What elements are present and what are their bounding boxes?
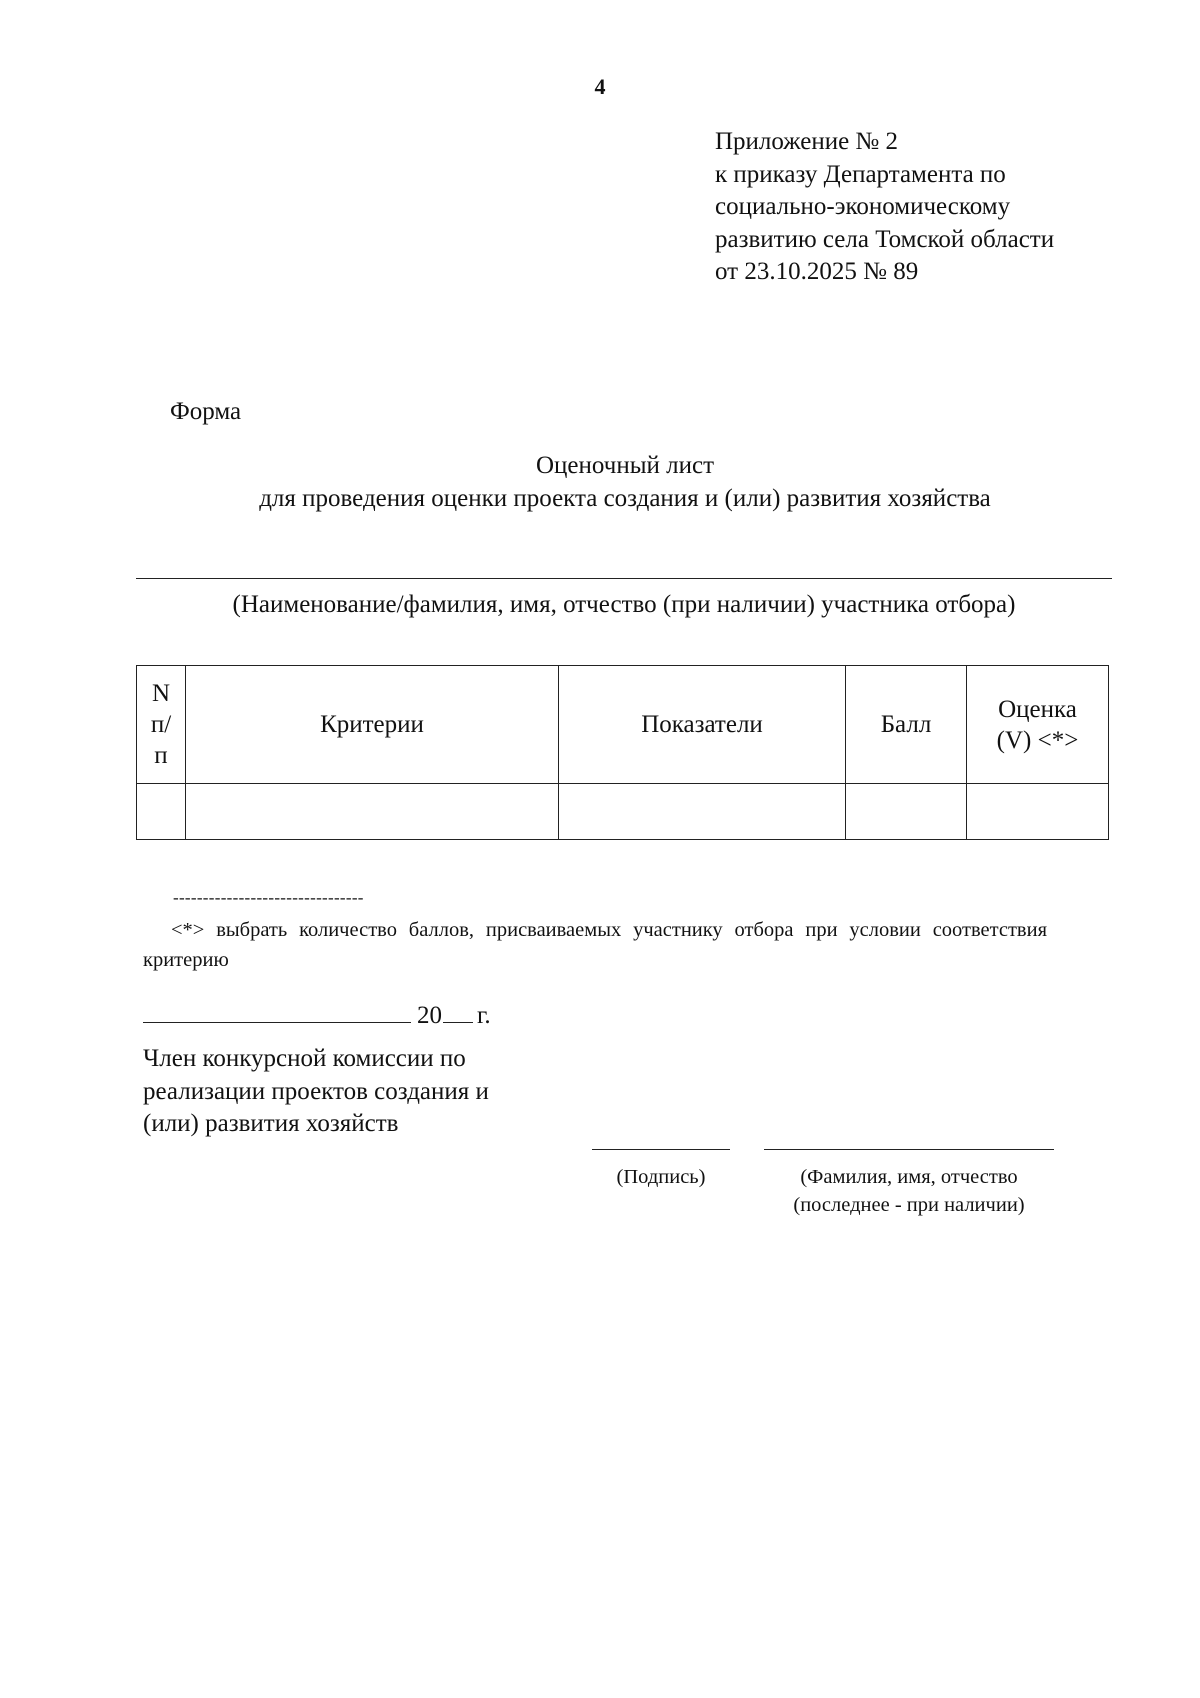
full-name-caption-line: (последнее - при наличии): [793, 1194, 1025, 1216]
evaluation-table: [136, 665, 1109, 840]
document-subtitle: для проведения оценки проекта создания и (или) развития хозяйства: [259, 485, 991, 512]
form-label: Форма: [170, 398, 242, 425]
header-score: Балл: [846, 666, 967, 784]
header-indicators: Показатели: [559, 666, 846, 784]
header-assessment-line: Оценка: [998, 695, 1077, 723]
participant-name-field[interactable]: [136, 578, 1112, 579]
appendix-line: от 23.10.2025 № 89: [715, 258, 919, 285]
member-line: (или) развития хозяйств: [143, 1110, 399, 1137]
table-header-row: [137, 666, 1109, 784]
year-suffix: г.: [477, 1002, 491, 1029]
year-field[interactable]: [443, 1000, 473, 1023]
appendix-line: Приложение № 2: [715, 128, 899, 155]
cell-criteria[interactable]: [186, 784, 559, 840]
header-number-line: п: [154, 742, 168, 769]
appendix-header: [715, 126, 1054, 289]
cell-number[interactable]: [137, 784, 186, 840]
cell-assessment[interactable]: [967, 784, 1109, 840]
header-criteria: Критерии: [186, 666, 559, 784]
header-number-line: N: [151, 680, 171, 707]
signature-caption: (Подпись): [616, 1166, 706, 1188]
date-line: [143, 1000, 491, 1030]
header-number: [137, 666, 186, 784]
header-assessment-line: (V) <*>: [996, 726, 1079, 754]
appendix-line: социально-экономическому: [715, 193, 1011, 220]
signature-field[interactable]: [592, 1149, 730, 1150]
document-title: Оценочный лист: [535, 452, 714, 479]
full-name-field[interactable]: [764, 1149, 1054, 1150]
appendix-line: к приказу Департамента по: [715, 160, 1006, 188]
footnote-text: <*> выбрать количество баллов, присваиваемых участнику отбора при условии соответствия критерию: [143, 919, 1047, 971]
full-name-caption-line: (Фамилия, имя, отчество: [800, 1166, 1018, 1188]
member-line: Член конкурсной комиссии по: [143, 1045, 466, 1072]
cell-indicators[interactable]: [559, 784, 846, 840]
date-day-month-field[interactable]: [143, 1000, 411, 1023]
cell-score[interactable]: [846, 784, 967, 840]
table-row: [137, 784, 1109, 840]
header-number-line: п/: [150, 711, 172, 738]
member-line: реализации проектов создания и: [143, 1077, 489, 1105]
header-assessment: [967, 666, 1109, 784]
commission-member-label: [143, 1043, 489, 1141]
year-prefix: 20: [417, 1002, 442, 1029]
appendix-line: развитию села Томской области: [715, 225, 1055, 253]
full-name-caption: [764, 1163, 1054, 1219]
footnote-separator: --------------------------------: [173, 888, 364, 907]
participant-name-caption: (Наименование/фамилия, имя, отчество (при наличии) участника отбора): [232, 591, 1016, 618]
page-number: 4: [594, 74, 606, 99]
